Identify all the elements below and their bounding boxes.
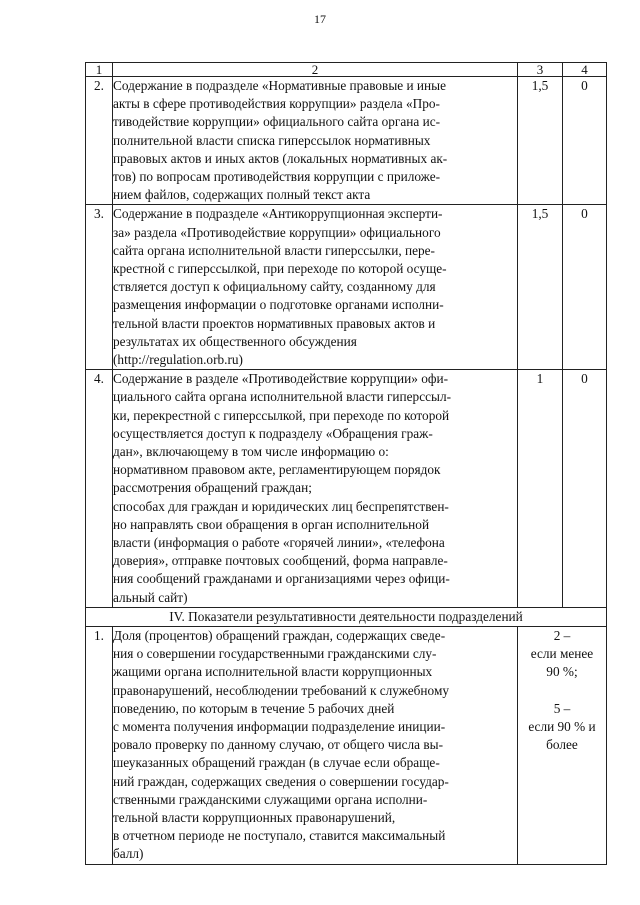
text-line: правонарушений, несоблюдении требований к служебному (113, 682, 450, 698)
score-value: 1 (518, 370, 563, 608)
text-line: ровало проверку по данному случаю, от общего числа вы- (113, 737, 444, 753)
text-line: рассмотрения обращений граждан; (113, 480, 312, 496)
page-number: 17 (314, 12, 326, 26)
text-line: ки, перекрестной с гиперссылкой, при переходе по которой (113, 407, 450, 423)
text-line: Содержание в подразделе «Антикоррупционная эксперти- (113, 206, 443, 222)
row-number: 4. (86, 370, 113, 608)
table-row (86, 205, 607, 370)
text-line: доверия», отправке почтовых сообщений, форма направле- (113, 553, 448, 569)
text-line: ний граждан, содержащих сведения о совершении государ- (113, 773, 449, 789)
section-header-row (86, 607, 607, 626)
text-line: за» раздела «Противодействие коррупции» официального (113, 224, 441, 240)
text-line: Доля (процентов) обращений граждан, содержащих сведе- (113, 627, 446, 643)
score-condition-line: более (546, 736, 578, 752)
text-line: ния о совершении государственными гражданскими слу- (113, 646, 437, 662)
text-line: дан», включающему в том числе информацию о: (113, 444, 389, 460)
score-value: 1,5 (518, 205, 563, 370)
text-line: способах для граждан и юридических лиц беспрепятствен- (113, 498, 449, 514)
text-line: осуществляется доступ к подразделу «Обращения граж- (113, 425, 433, 441)
score-condition-line: если менее (530, 646, 594, 662)
text-line: балл) (113, 846, 144, 862)
text-line: Содержание в подразделе «Нормативные правовые и иные (113, 78, 446, 93)
column-number-3: 3 (518, 63, 563, 77)
text-line: альный сайт) (113, 589, 188, 605)
text-line: тов) по вопросам противодействия коррупции с приложе- (113, 169, 441, 185)
criterion-text (113, 370, 518, 608)
column-number-4: 4 (563, 63, 607, 77)
table-row (86, 77, 607, 205)
column-number-2: 2 (113, 63, 518, 77)
row-number: 1. (86, 626, 113, 864)
text-line: шеуказанных обращений граждан (в случае если обраще- (113, 755, 440, 771)
text-line: размещения информации о подготовке органами исполни- (113, 297, 444, 313)
text-line: поведению, по которым в течение 5 рабочих дней (113, 700, 395, 716)
text-line: правовых актов и иных актов (локальных нормативных ак- (113, 150, 448, 166)
text-line: нормативном правовом акте, регламентирующем порядок (113, 462, 441, 478)
score-condition-line: если 90 % и (528, 718, 596, 734)
text-line: ственными гражданскими служащими органа исполни- (113, 791, 428, 807)
section-title: IV. Показатели результативности деятельности подразделений (86, 607, 607, 626)
text-line: тиводействие коррупции» официального сайта органа ис- (113, 114, 441, 130)
column-number-1: 1 (86, 63, 113, 77)
text-line: (http://regulation.orb.ru) (113, 352, 243, 368)
text-line: но направлять свои обращения в орган исполнительной (113, 516, 430, 532)
score-zero: 0 (563, 370, 607, 608)
table-row (86, 370, 607, 608)
text-line: в отчетном периоде не поступало, ставится максимальный (113, 828, 446, 844)
score-value: 1,5 (518, 77, 563, 205)
indicator-text (113, 626, 518, 864)
table-row (86, 626, 607, 864)
text-line: циального сайта органа исполнительной власти гиперссыл- (113, 389, 452, 405)
score-condition-line: 90 %; (546, 664, 578, 680)
score-zero: 0 (563, 205, 607, 370)
text-line: сайта органа исполнительной власти гиперссылки, пере- (113, 242, 435, 258)
text-line: результатах их общественного обсуждения (113, 333, 357, 349)
text-line: полнительной власти списка гиперссылок нормативных (113, 132, 431, 148)
score-conditions (518, 626, 607, 864)
score-zero: 0 (563, 77, 607, 205)
score-condition-line: 2 – (553, 627, 571, 643)
text-line: тельной власти проектов нормативных правовых актов и (113, 315, 436, 331)
text-line: с момента получения информации подразделение иниции- (113, 718, 446, 734)
row-number: 2. (86, 77, 113, 205)
criteria-table (85, 62, 607, 865)
row-number: 3. (86, 205, 113, 370)
criterion-text (113, 205, 518, 370)
text-line: жащими органа исполнительной власти коррупционных (113, 664, 433, 680)
text-line: крестной с гиперссылкой, при переходе по которой осуще- (113, 261, 447, 277)
text-line: ния сообщений гражданами и организациями через офици- (113, 571, 450, 587)
text-line: акты в сфере противодействия коррупции» раздела «Про- (113, 96, 440, 112)
text-line: власти (информация о работе «горячей линии», «телефона (113, 535, 445, 551)
text-line: тельной власти коррупционных правонарушений, (113, 809, 396, 825)
text-line: нием файлов, содержащих полный текст акта (113, 187, 371, 203)
score-condition-line: 5 – (553, 700, 571, 716)
text-line: Содержание в разделе «Противодействие коррупции» офи- (113, 371, 449, 387)
spacer (518, 682, 606, 700)
criterion-text (113, 77, 518, 205)
column-number-row (86, 63, 607, 77)
text-line: ствляется доступ к официальному сайту, созданному для (113, 279, 436, 295)
